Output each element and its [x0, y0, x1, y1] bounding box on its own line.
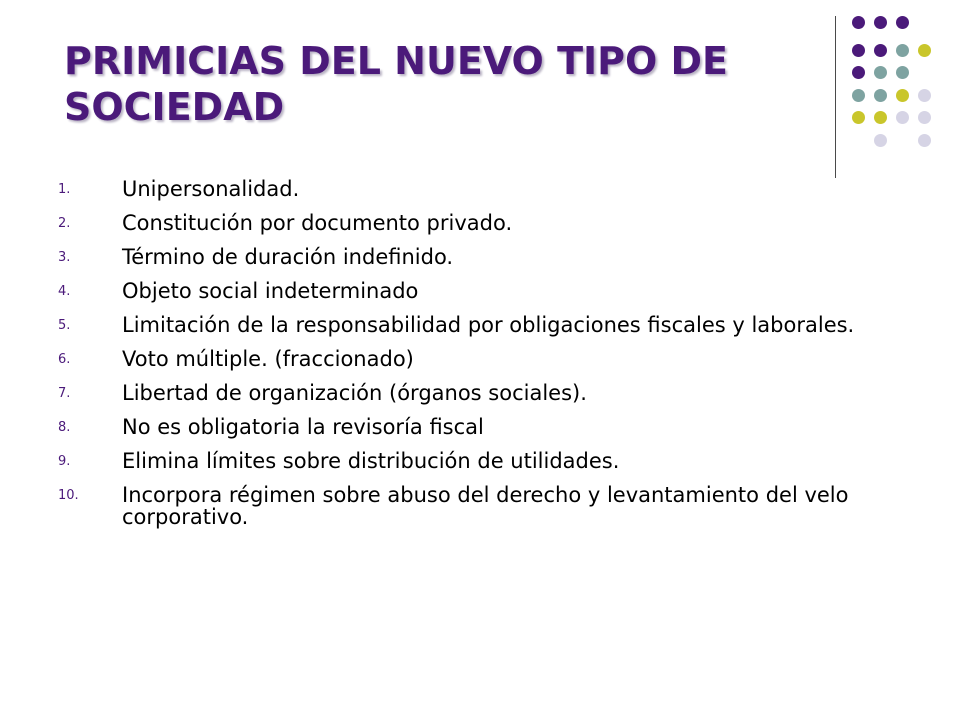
lavender-dot — [918, 89, 931, 102]
features-list — [58, 178, 878, 540]
list-item-number: 4. — [58, 284, 71, 299]
lavender-dot — [918, 134, 931, 147]
list-item — [58, 314, 878, 336]
list-item — [58, 484, 878, 528]
decorative-dot-grid — [0, 0, 960, 200]
list-item — [58, 280, 878, 302]
olive-dot — [852, 111, 865, 124]
list-item-text: Libertad de organización (órganos sociales). — [122, 381, 587, 405]
list-item — [58, 416, 878, 438]
list-item-text: Constitución por documento privado. — [122, 211, 513, 235]
list-item — [58, 212, 878, 234]
slide-title-line-1: PRIMICIAS DEL NUEVO TIPO DE — [64, 39, 729, 83]
list-item — [58, 382, 878, 404]
teal-dot — [896, 66, 909, 79]
olive-dot — [918, 44, 931, 57]
list-item-number: 7. — [58, 386, 71, 401]
list-item-text: No es obligatoria la revisoría fiscal — [122, 415, 484, 439]
purple-dot — [852, 44, 865, 57]
olive-dot — [874, 111, 887, 124]
list-item — [58, 246, 878, 268]
list-item-text: Limitación de la responsabilidad por obligaciones fiscales y laborales. — [122, 313, 855, 337]
list-item-number: 10. — [58, 488, 79, 503]
list-item-text: Unipersonalidad. — [122, 177, 300, 201]
purple-dot — [874, 16, 887, 29]
teal-dot — [874, 66, 887, 79]
lavender-dot — [896, 111, 909, 124]
list-item-number: 9. — [58, 454, 71, 469]
olive-dot — [896, 89, 909, 102]
purple-dot — [852, 16, 865, 29]
lavender-dot — [874, 134, 887, 147]
list-item-number: 6. — [58, 352, 71, 367]
list-item — [58, 178, 878, 200]
list-item — [58, 450, 878, 472]
list-item-text: Término de duración indefinido. — [122, 245, 454, 269]
purple-dot — [852, 66, 865, 79]
list-item-text: Incorpora régimen sobre abuso del derecho y levantamiento del velo corporativo. — [122, 483, 849, 529]
list-item-text: Objeto social indeterminado — [122, 279, 419, 303]
list-item-number: 5. — [58, 318, 71, 333]
lavender-dot — [918, 111, 931, 124]
purple-dot — [874, 44, 887, 57]
list-item-number: 2. — [58, 216, 71, 231]
purple-dot — [896, 16, 909, 29]
slide-title-line-2: SOCIEDAD — [64, 85, 285, 129]
teal-dot — [896, 44, 909, 57]
list-item-number: 3. — [58, 250, 71, 265]
list-item-text: Voto múltiple. (fraccionado) — [122, 347, 414, 371]
teal-dot — [852, 89, 865, 102]
teal-dot — [874, 89, 887, 102]
list-item-number: 1. — [58, 182, 71, 197]
list-item — [58, 348, 878, 370]
list-item-text: Elimina límites sobre distribución de utilidades. — [122, 449, 620, 473]
list-item-number: 8. — [58, 420, 71, 435]
